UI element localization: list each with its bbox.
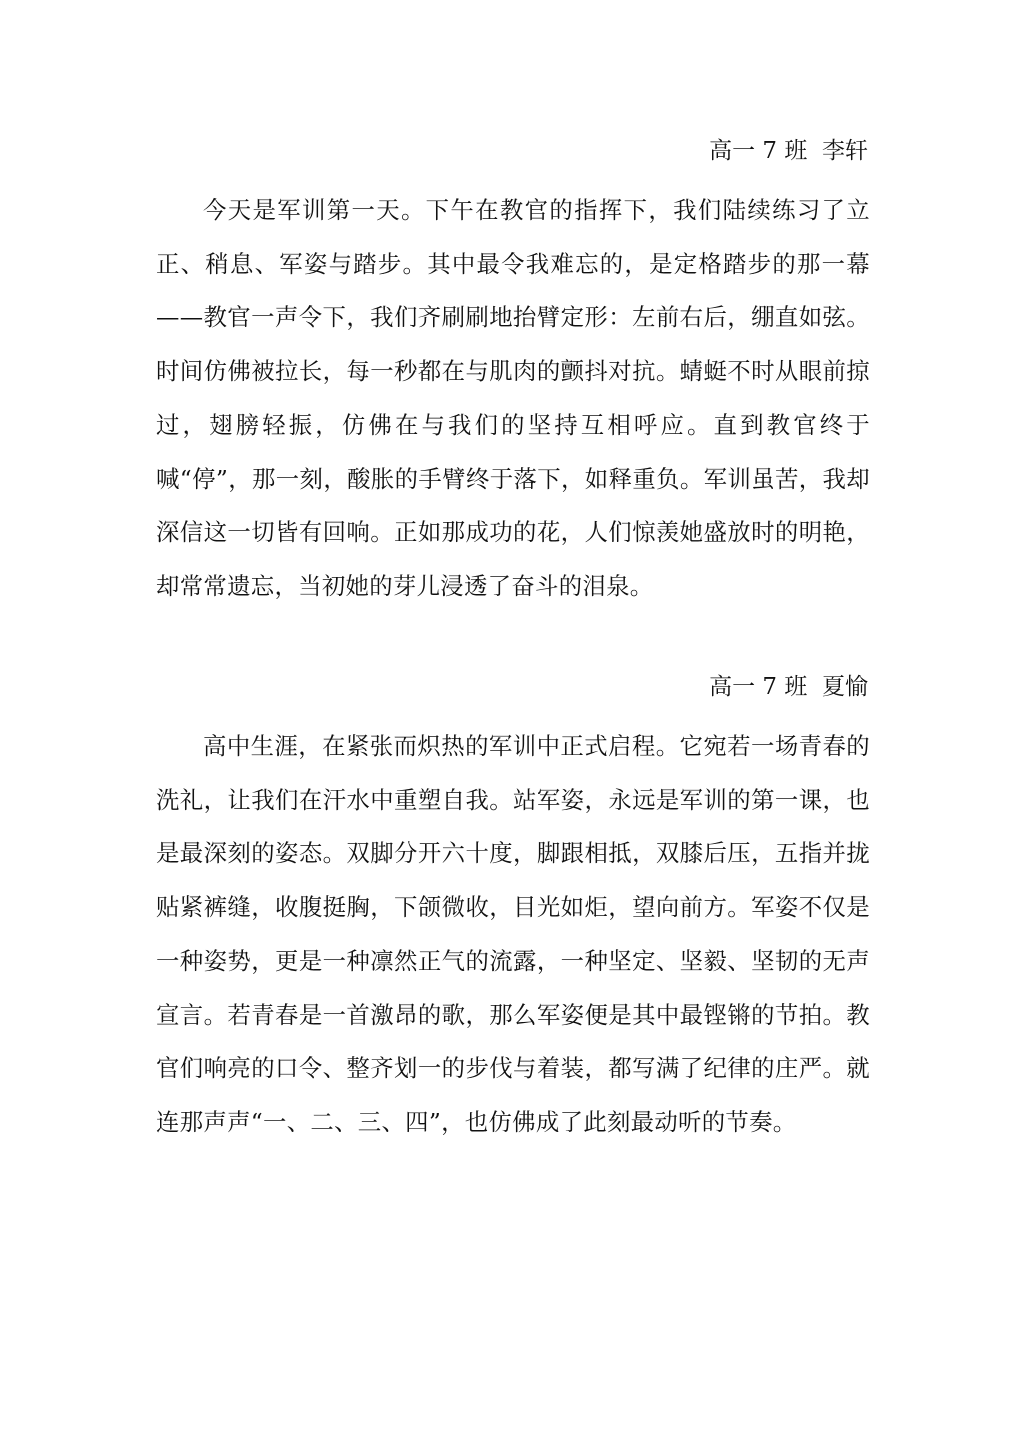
author-byline [156, 132, 870, 170]
entry-paragraph: 今天是军训第一天。下午在教官的指挥下，我们陆续练习了立正、稍息、军姿与踏步。其中最令我难忘的，是定格踏步的那一幕——教官一声令下，我们齐刷刷地抬臂定形：左前右后，绷直如弦。时间仿佛被拉长，每一秒都在与肌肉的颤抖对抗。蜻蜓不时从眼前掠过，翅膀轻振，仿佛在与我们的坚持互相呼应。直到教官终于喊“停”，那一刻，酸胀的手臂终于落下，如释重负。军训虽苦，我却深信这一切皆有回响。正如那成功的花，人们惊羡她盛放时的明艳，却常常遗忘，当初她的芽儿浸透了奋斗的泪泉。 [156, 196, 870, 600]
byline-text: 高一 7 班 李轩 [709, 138, 868, 164]
author-byline [156, 668, 870, 706]
entry-paragraph: 高中生涯，在紧张而炽热的军训中正式启程。它宛若一场青春的洗礼，让我们在汗水中重塑自我。站军姿，永远是军训的第一课，也是最深刻的姿态。双脚分开六十度，脚跟相抵，双膝后压，五指并拢贴紧裤缝，收腹挺胸，下颌微收，目光如炬，望向前方。军姿不仅是一种姿势，更是一种凛然正气的流露，一种坚定、坚毅、坚韧的无声宣言。若青春是一首激昂的歌，那么军姿便是其中最铿锵的节拍。教官们响亮的口令、整齐划一的步伐与着装，都写满了纪律的庄严。就连那声声“一、二、三、四”，也仿佛成了此刻最动听的节奏。 [156, 732, 870, 1136]
journal-entry [156, 132, 870, 614]
journal-entry [156, 668, 870, 1150]
byline-text: 高一 7 班 夏愉 [709, 674, 868, 700]
